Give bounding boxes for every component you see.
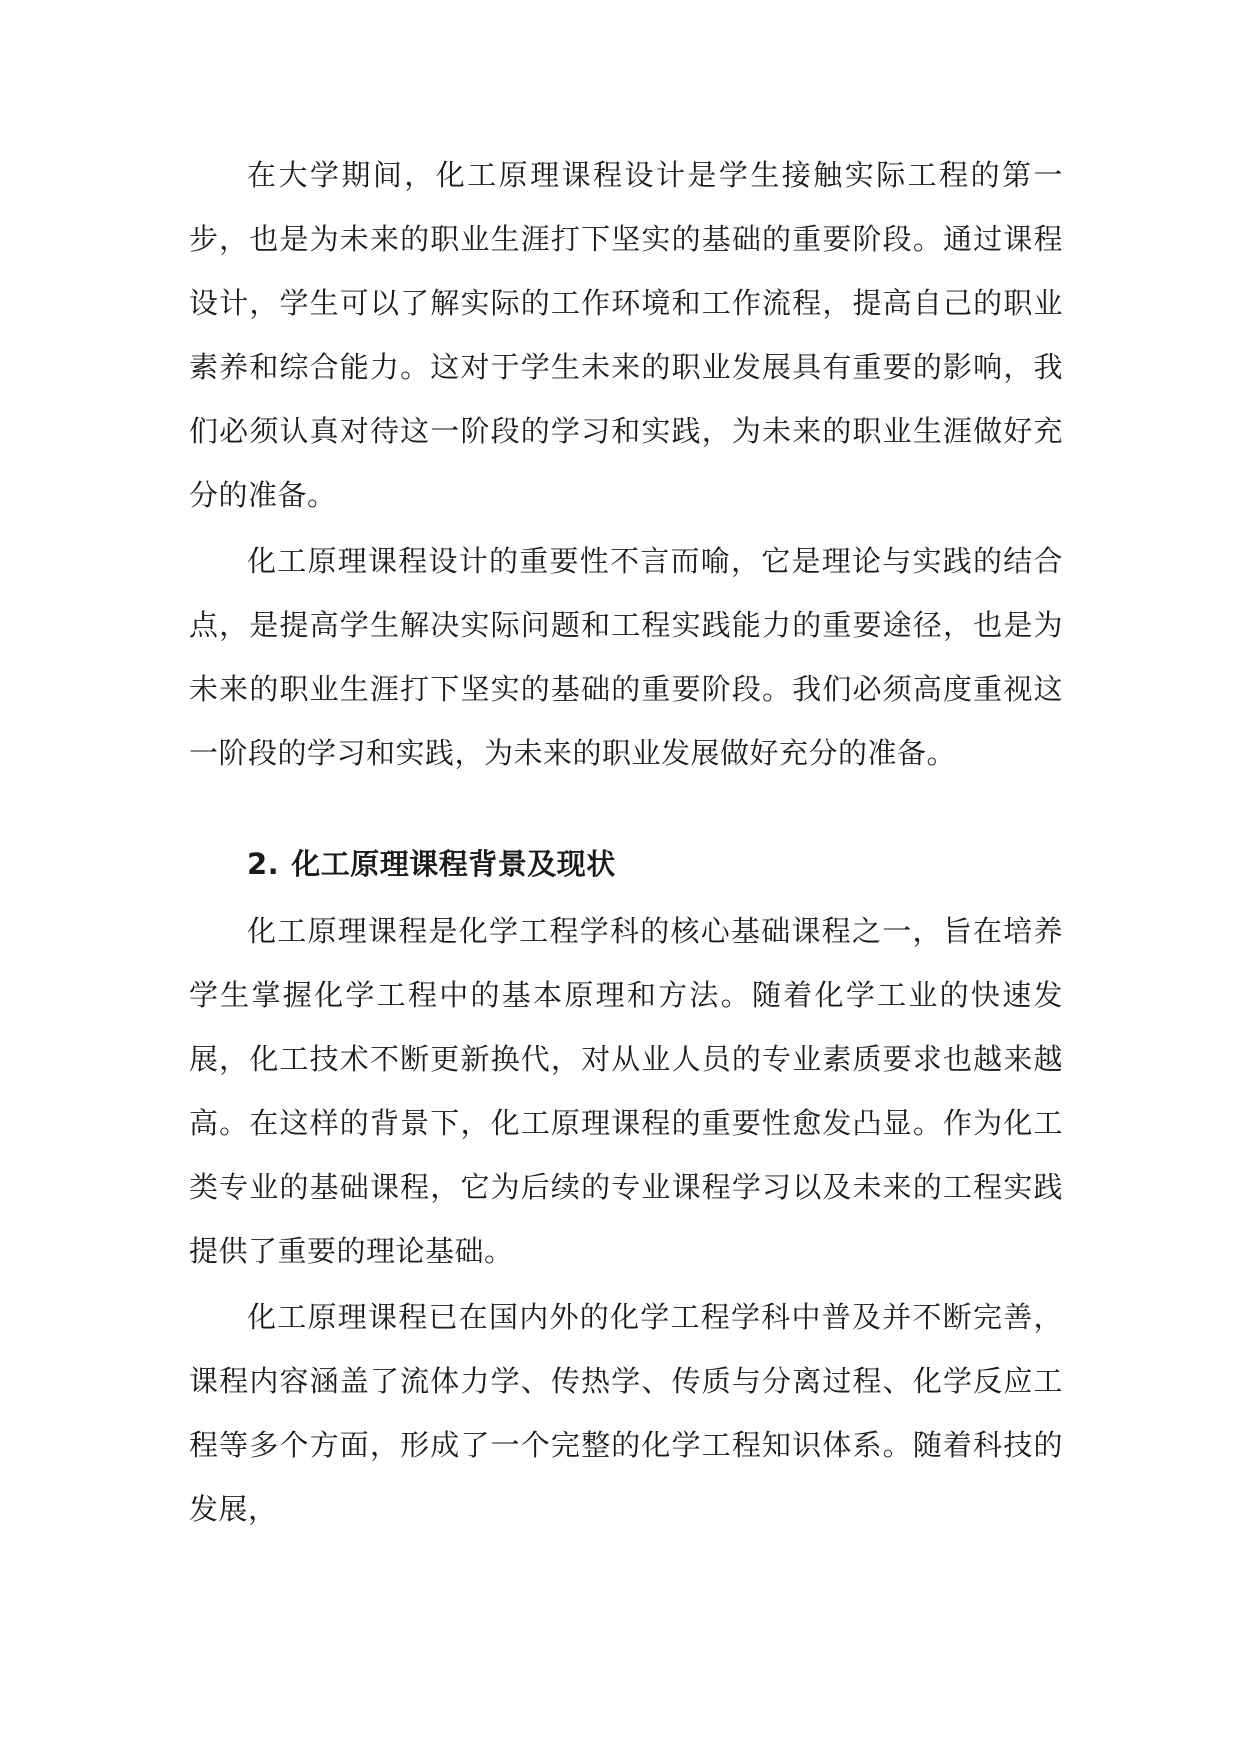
document-body <box>189 143 1063 1541</box>
section-heading <box>189 829 1063 899</box>
paragraph-course-design-first-step: 在大学期间，化工原理课程设计是学生接触实际工程的第一步，也是为未来的职业生涯打下坚实的基础的重要阶段。通过课程设计，学生可以了解实际的工作环境和工作流程，提高自己的职业素养和综合能力。这对于学生未来的职业发展具有重要的影响，我们必须认真对待这一阶段的学习和实践，为未来的职业生涯做好充分的准备。 <box>189 158 1063 512</box>
section-number: 2. <box>247 847 280 881</box>
paragraph-course-design-importance: 化工原理课程设计的重要性不言而喻，它是理论与实践的结合点，是提高学生解决实际问题和工程实践能力的重要途径，也是为未来的职业生涯打下坚实的基础的重要阶段。我们必须高度重视这一阶段的学习和实践，为未来的职业发展做好充分的准备。 <box>189 544 1063 770</box>
section-title: 化工原理课程背景及现状 <box>291 847 616 881</box>
paragraph-course-background: 化工原理课程是化学工程学科的核心基础课程之一，旨在培养学生掌握化学工程中的基本原理和方法。随着化学工业的快速发展，化工技术不断更新换代，对从业人员的专业素质要求也越来越高。在这样的背景下，化工原理课程的重要性愈发凸显。作为化工类专业的基础课程，它为后续的专业课程学习以及未来的工程实践提供了重要的理论基础。 <box>189 914 1063 1268</box>
paragraph-course-status: 化工原理课程已在国内外的化学工程学科中普及并不断完善，课程内容涵盖了流体力学、传热学、传质与分离过程、化学反应工程等多个方面，形成了一个完整的化学工程知识体系。随着科技的发展， <box>189 1300 1063 1526</box>
